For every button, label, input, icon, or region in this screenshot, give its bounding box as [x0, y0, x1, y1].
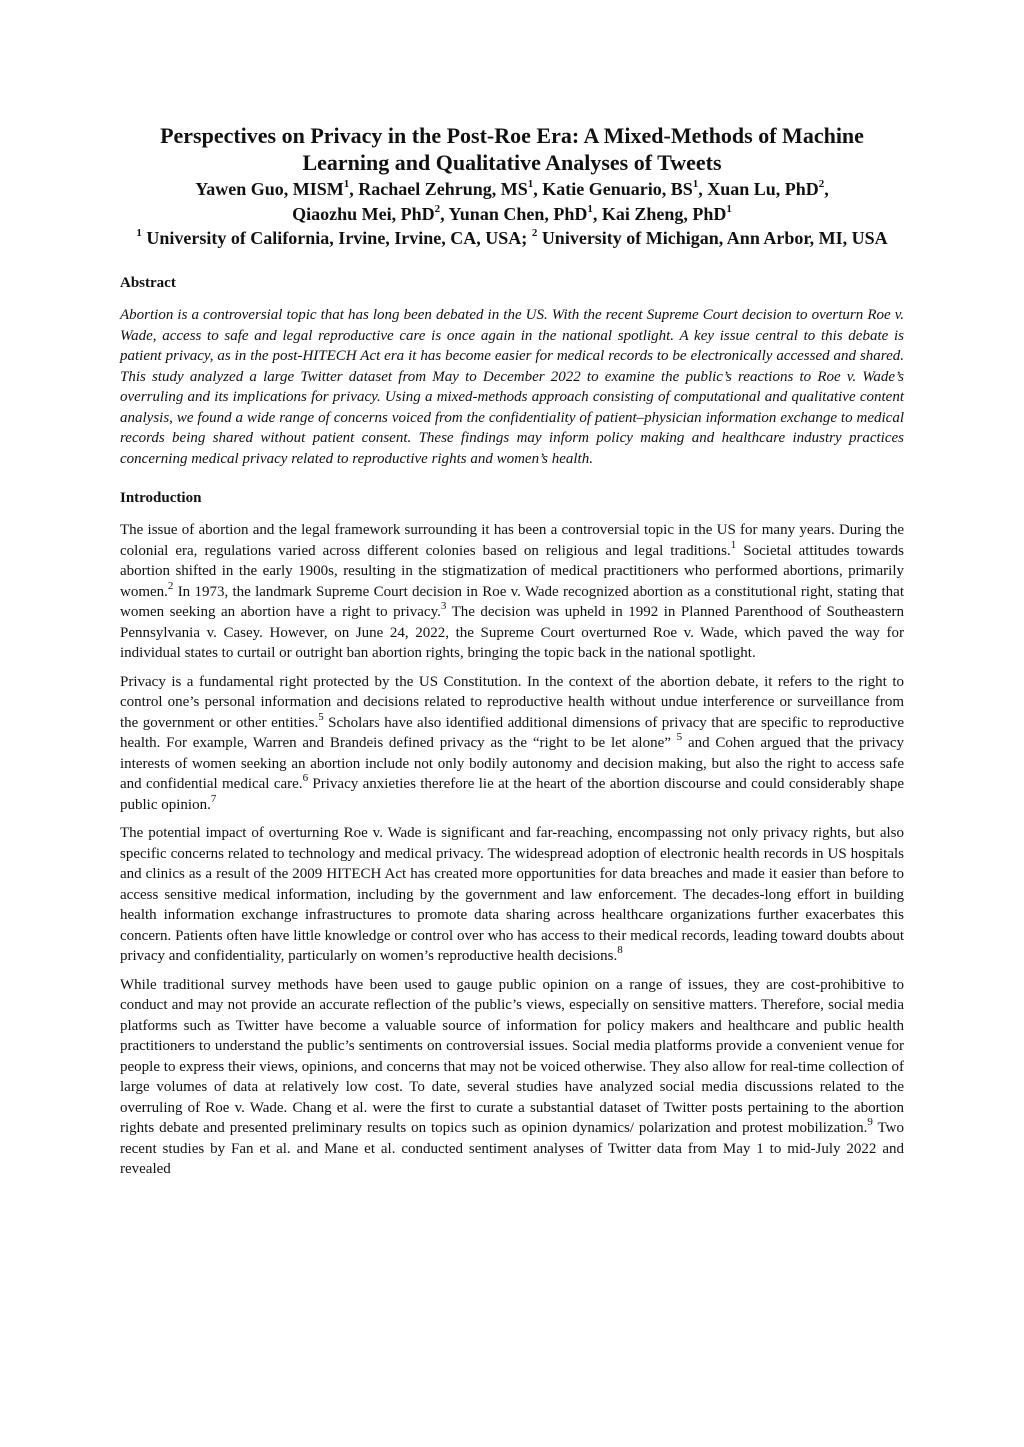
affiliation-marker: 1 — [136, 227, 142, 239]
paragraph-text: Privacy anxieties therefore lie at the heart of the abortion discourse and could considerably shape public opinion. — [120, 776, 904, 813]
citation-marker: 2 — [167, 579, 174, 592]
abstract-text: Abortion is a controversial topic that has long been debated in the US. With the recent Supreme Court decision to overturn Roe v. Wade, access to safe and legal reproductive care is once again in the national spotlight. A key issue central to this debate is patient privacy, as in the post-HITECH Act era it has become easier for medical records to be electronically accessed and shared. This study analyzed a large Twitter dataset from May to December 2022 to examine the public’s reactions to Roe v. Wade’s overruling and its implications for privacy. Using a mixed-methods approach consisting of computational and qualitative content analysis, we found a wide range of concerns voiced from the confidentiality of patient–physician information exchange to medical records being shared without patient consent. These findings may inform policy making and healthcare industry practices concerning medical privacy related to reproductive rights and women’s health. — [120, 307, 904, 467]
author-name: Yawen Guo, MISM — [195, 179, 344, 199]
author-name: Katie Genuario, BS — [542, 179, 693, 199]
paragraph-text: Scholars have also identified additional dimensions of privacy that are specific to reproductive health. For example, Warren and Brandeis defined privacy as the “right to be let alone” — [120, 714, 904, 751]
author-name: Kai Zheng, PhD — [601, 204, 727, 224]
intro-paragraph — [120, 520, 904, 664]
paper-page — [0, 122, 1024, 1447]
citation-marker: 5 — [676, 731, 683, 743]
citation-marker: 9 — [867, 1116, 873, 1128]
author-name: Rachael Zehrung, MS — [358, 179, 528, 199]
affiliation-marker: 1 — [726, 203, 732, 215]
citation-marker: 7 — [210, 792, 217, 805]
affiliation-marker: 1 — [692, 178, 699, 190]
paragraph-text: and Cohen argued that the privacy interests of women seeking an abortion include not only bodily autonomy and decision making, but also the right to access safe and confidential medical care. — [120, 735, 904, 792]
intro-paragraph — [120, 672, 904, 816]
affiliation-marker: 1 — [343, 178, 350, 190]
paragraph-text: In 1973, the landmark Supreme Court decision in Roe v. Wade recognized abortion as a constitutional right, stating that women seeking an abortion have a right to privacy. — [120, 583, 904, 620]
citation-marker: 1 — [730, 538, 737, 551]
affiliation-marker: 2 — [531, 227, 538, 239]
authors-line-2: Qiaozhu Mei, PhD$^2$, Yunan Chen, PhD$^1$, Kai Zheng, PhD$^1$ — [292, 203, 732, 224]
introduction-body — [120, 520, 904, 1180]
intro-paragraph — [120, 975, 904, 1180]
intro-paragraph — [120, 823, 904, 967]
paragraph-text: Privacy is a fundamental right protected by the US Constitution. In the context of the abortion debate, it refers to the right to control one’s personal information and decisions related to reproductive health without undue interference or surveillance from the government or other entities. — [120, 673, 904, 731]
author-name: Yunan Chen, PhD — [448, 204, 588, 224]
paragraph-text: While traditional survey methods have been used to gauge public opinion on a range of issues, they are cost-prohibitive to conduct and may not provide an accurate reflection of the public’s views, especially on sensitive matters. Therefore, social media platforms such as Twitter have become a valuable source of information for policy makers and healthcare and public health practitioners to understand the public’s sentiments on controversial issues. Social media platforms provide a convenient venue for people to express their views, opinions, and concerns that may not be voiced otherwise. They also allow for real-time collection of large volumes of data at relatively low cost. To date, several studies have analyzed social media discussions related to the overruling of Roe v. Wade. Chang et al. were the first to curate a substantial dataset of Twitter posts pertaining to the abortion rights debate and presented preliminary results on topics such as opinion dynamics/ polarization and protest mobilization. — [120, 976, 904, 1136]
affiliation-text: University of California, Irvine, Irvine, CA, USA; — [141, 228, 532, 248]
citation-marker: 5 — [318, 710, 324, 723]
paragraph-text: Two recent studies by Fan et al. and Mane et al. conducted sentiment analyses of Twitter data from May 1 to mid-July 2022 and revealed — [120, 1120, 904, 1177]
citation-marker: 8 — [617, 944, 623, 956]
affiliation-marker: 1 — [527, 178, 534, 190]
authors-line-1: Yawen Guo, MISM$^1$, Rachael Zehrung, $MS^1$, Katie Genuario, $BS^1$, Xuan Lu, PhD$^2$, — [195, 178, 829, 199]
paragraph-text: Societal attitudes towards abortion shifted in the early 1900s, resulting in the stigmatization of medical practitioners who performed abortions, primarily women. — [120, 542, 904, 600]
author-name: Xuan Lu, PhD — [707, 179, 819, 199]
affiliation-marker: 2 — [818, 178, 825, 190]
affiliations — [120, 227, 904, 250]
citation-marker: 3 — [440, 600, 447, 612]
paper-title: Perspectives on Privacy in the Post-Roe Era: A Mixed-Methods of Machine Learning and Qualitative Analyses of Tweets — [160, 123, 864, 175]
affiliation-marker: 1 — [587, 203, 593, 215]
affiliation-marker: 2 — [434, 203, 441, 215]
affiliation-text: University of Michigan, Ann Arbor, MI, USA — [537, 228, 888, 248]
paragraph-text: The decision was upheld in 1992 in Planned Parenthood of Southeastern Pennsylvania v. Casey. However, on June 24, 2022, the Supreme Court overturned Roe v. Wade, which paved the way for individual states to curtail or outright ban abortion rights, bringing the topic back in the national spotlight. — [120, 604, 904, 661]
paragraph-text: The potential impact of overturning Roe v. Wade is significant and far-reaching, encompassing not only privacy rights, but also specific concerns related to technology and medical privacy. The widespread adoption of electronic health records in US hospitals and clinics as a result of the 2009 HITECH Act has created more opportunities for data breaches and made it easier than before to access sensitive medical information, including by the government and law enforcement. The decades-long effort in building health information exchange infrastructures to promote data sharing across healthcare organizations further exacerbates this concern. Patients often have little knowledge or control over who has access to their medical records, leading toward doubts about privacy and confidentiality, particularly on women’s reproductive health decisions. — [120, 825, 904, 964]
citation-marker: 6 — [302, 772, 309, 784]
abstract-heading: Abstract — [120, 275, 176, 291]
paragraph-text: The issue of abortion and the legal framework surrounding it has been a controversial topic in the US for many years. During the colonial era, regulations varied across different colonies based on religious and legal traditions. — [120, 522, 904, 559]
introduction-heading: Introduction — [120, 490, 202, 506]
author-name: Qiaozhu Mei, PhD — [292, 204, 435, 224]
